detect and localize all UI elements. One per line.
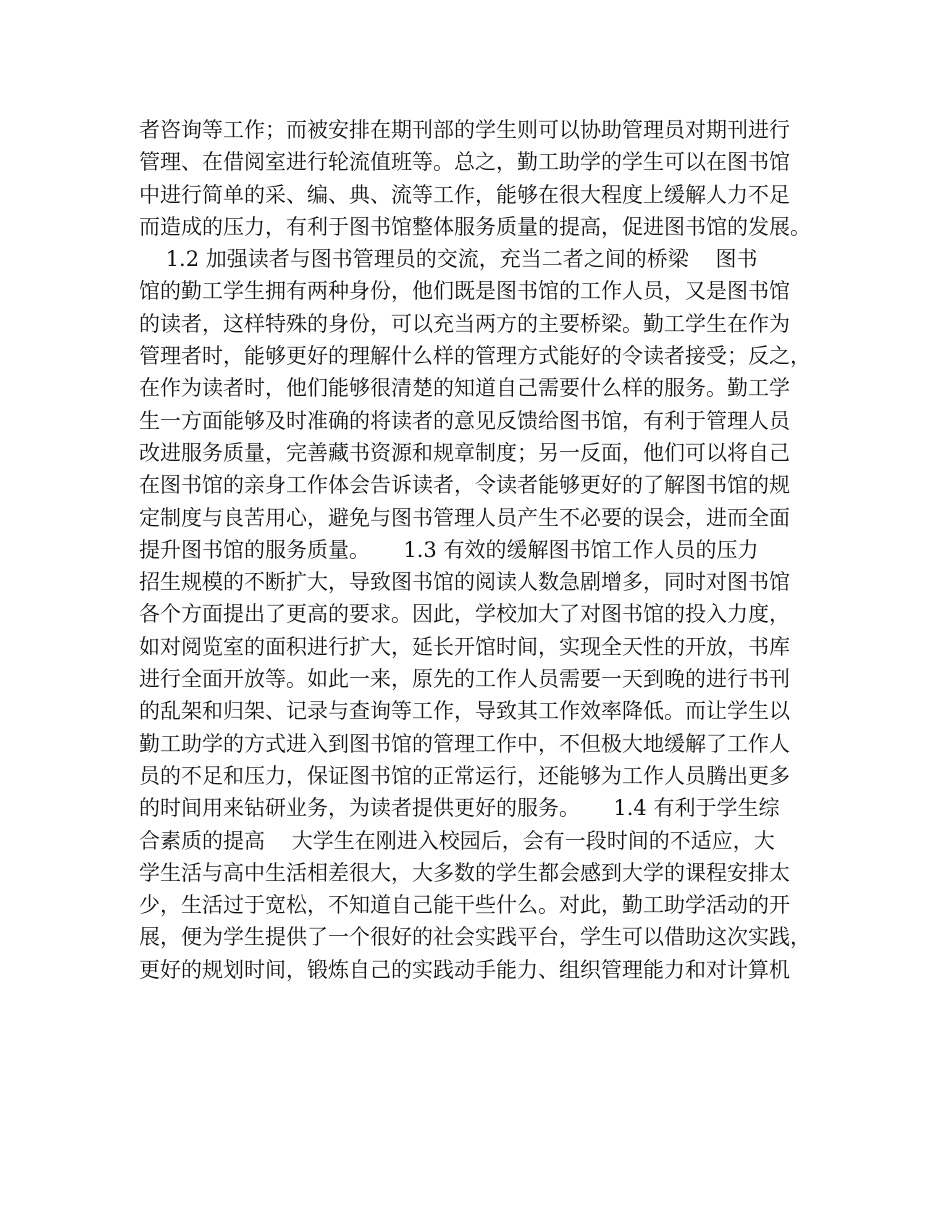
text-line: 如对阅览室的面积进行扩大，延长开馆时间，实现全天性的开放，书库 — [139, 634, 790, 659]
text-line: 馆的勤工学生拥有两种身份，他们既是图书馆的工作人员，又是图书馆 — [139, 279, 790, 304]
text-line: 而造成的压力，有利于图书馆整体服务质量的提高，促进图书馆的发展。 — [139, 214, 811, 239]
text-line: 生一方面能够及时准确的将读者的意见反馈给图书馆，有利于管理人员 — [139, 408, 790, 433]
text-line: 各个方面提出了更高的要求。因此，学校加大了对图书馆的投入力度， — [139, 602, 790, 627]
text-line: 勤工助学的方式进入到图书馆的管理工作中，不但极大地缓解了工作人 — [139, 731, 790, 756]
text-line: 更好的规划时间，锻炼自己的实践动手能力、组织管理能力和对计算机 — [139, 957, 790, 982]
text-line: 学生活与高中生活相差很大，大多数的学生都会感到大学的课程安排太 — [139, 860, 790, 885]
text-line: 进行全面开放等。如此一来，原先的工作人员需要一天到晚的进行书刊 — [139, 667, 790, 692]
text-line: 在作为读者时，他们能够很清楚的知道自己需要什么样的服务。勤工学 — [139, 376, 790, 401]
text-line: 改进服务质量，完善藏书资源和规章制度；另一反面，他们可以将自己 — [139, 440, 790, 465]
text-line: 中进行简单的采、编、典、流等工作，能够在很大程度上缓解人力不足 — [139, 182, 790, 207]
text-line: 员的不足和压力，保证图书馆的正常运行，还能够为工作人员腾出更多 — [139, 763, 790, 788]
text-line: 的读者，这样特殊的身份，可以充当两方的主要桥梁。勤工学生在作为 — [139, 311, 790, 336]
text-line: 在图书馆的亲身工作体会告诉读者，令读者能够更好的了解图书馆的规 — [139, 473, 790, 498]
text-line: 少，生活过于宽松，不知道自己能干些什么。对此，勤工助学活动的开 — [139, 893, 790, 918]
text-line: 的乱架和归架、记录与查询等工作，导致其工作效率降低。而让学生以 — [139, 699, 790, 724]
text-line: 管理者时，能够更好的理解什么样的管理方式能好的令读者接受；反之， — [139, 344, 811, 369]
text-line: 者咨询等工作；而被安排在期刊部的学生则可以协助管理员对期刊进行 — [139, 118, 790, 142]
text-line: 定制度与良苦用心，避免与图书管理人员产生不必要的误会，进而全面 — [139, 505, 790, 530]
text-line: 招生规模的不断扩大，导致图书馆的阅读人数急剧增多，同时对图书馆 — [139, 570, 790, 595]
text-line: 提升图书馆的服务质量。 1.3 有效的缓解图书馆工作人员的压力 — [139, 537, 759, 562]
body-text — [139, 114, 839, 986]
text-line: 合素质的提高 大学生在刚进入校园后，会有一段时间的不适应，大 — [139, 828, 775, 853]
text-line: 管理、在借阅室进行轮流值班等。总之，勤工助学的学生可以在图书馆 — [139, 150, 790, 175]
text-line: 的时间用来钻研业务，为读者提供更好的服务。 1.4 有利于学生综 — [139, 796, 780, 821]
text-line: 1.2 加强读者与图书管理员的交流，充当二者之间的桥梁 图书 — [139, 247, 758, 272]
text-line: 展，便为学生提供了一个很好的社会实践平台，学生可以借助这次实践， — [139, 925, 811, 950]
